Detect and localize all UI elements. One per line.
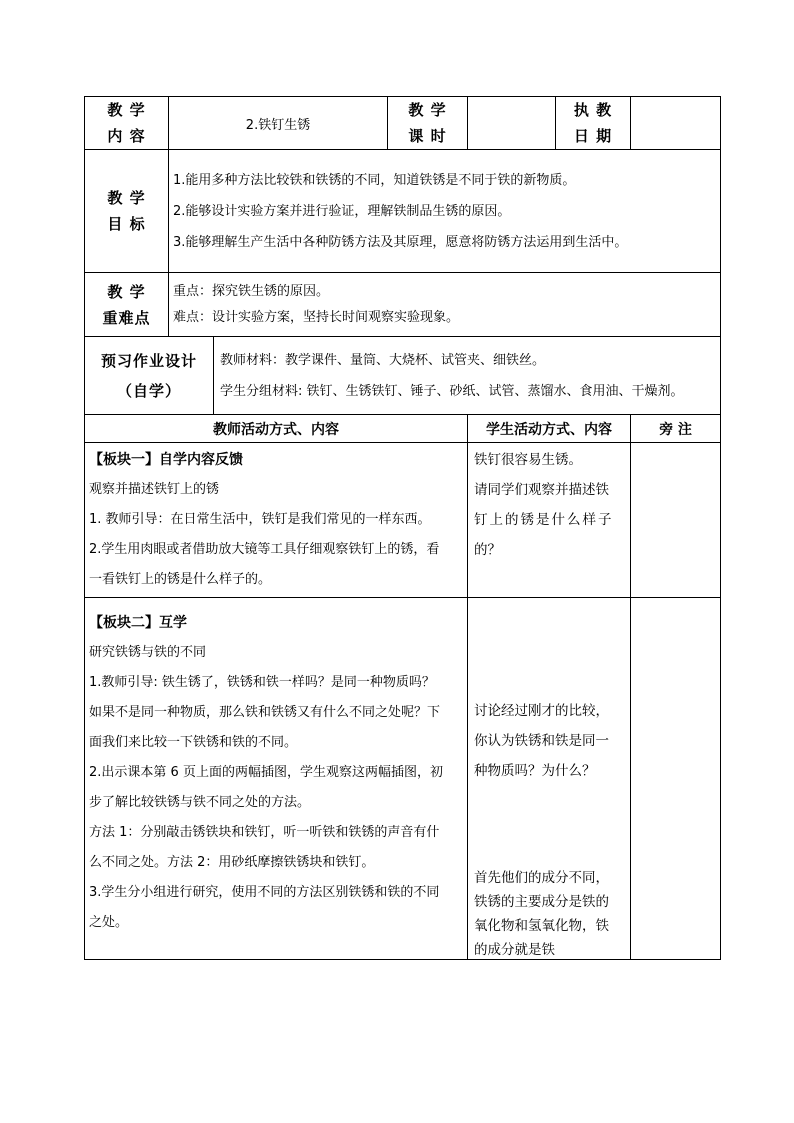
block2-line: 之处。 (89, 915, 129, 930)
date-value (631, 97, 721, 150)
preview-content (214, 337, 721, 415)
block1-title: 【板块一】自学内容反馈 (89, 452, 243, 468)
goals-row (85, 150, 721, 273)
hours-value (468, 97, 556, 150)
block1-line: 1. 教师引导：在日常生活中，铁钉是我们常见的一样东西。 (89, 512, 431, 527)
key-points-content (169, 273, 721, 337)
goals-content (169, 150, 721, 273)
block2-line: 2.出示课本第 6 页上面的两幅插图，学生观察这两幅插图，初 (89, 765, 443, 780)
activity-header-row (85, 415, 721, 443)
block2-teacher (85, 598, 468, 960)
block1-line: 观察并描述铁钉上的锈 (89, 482, 220, 497)
content-label: 教 学 内 容 (85, 97, 169, 150)
block2-student-answer: 首先他们的成分不同， 铁锈的主要成分是铁的 氧化物和氢氧化物，铁 的成分就是铁 (474, 870, 609, 958)
note-column-header: 旁 注 (631, 415, 721, 443)
hours-label: 教 学 课 时 (388, 97, 468, 150)
preview-item: 教师材料：教学课件、量筒、大烧杯、试管夹、细铁丝。 (220, 352, 546, 368)
key-points-label: 教 学 重难点 (85, 273, 169, 337)
header-row (85, 97, 721, 150)
content-value: 2.铁钉生锈 (169, 97, 388, 150)
preview-label: 预习作业设计 （自学） (85, 337, 214, 415)
block1-row (85, 443, 721, 598)
lesson-plan-page (84, 96, 720, 960)
block2-line: 如果不是同一种物质，那么铁和铁锈又有什么不同之处呢？下 (89, 705, 441, 720)
block2-line: 么不同之处。方法 2：用砂纸摩擦铁锈块和铁钉。 (89, 855, 375, 870)
block1-student: 铁钉很容易生锈。 请同学们观察并描述铁 钉上的锈是什么样子 的？ (468, 443, 631, 598)
key-point-item: 难点：设计实验方案，坚持长时间观察实验现象。 (173, 309, 460, 325)
block2-note (631, 598, 721, 960)
preview-item: 学生分组材料: 铁钉、生锈铁钉、锤子、砂纸、试管、蒸馏水、食用油、干燥剂。 (220, 383, 684, 399)
lesson-plan-table (84, 96, 721, 960)
goal-item: 1.能用多种方法比较铁和铁锈的不同，知道铁锈是不同于铁的新物质。 (173, 172, 576, 188)
block2-line: 面我们来比较一下铁锈和铁的不同。 (89, 735, 298, 750)
block2-title: 【板块二】互学 (89, 615, 187, 631)
block2-student (468, 598, 631, 960)
block1-line: 一看铁钉上的锈是什么样子的。 (89, 572, 272, 587)
block1-teacher (85, 443, 468, 598)
goal-item: 3.能够理解生产生活中各种防锈方法及其原理，愿意将防锈方法运用到生活中。 (173, 234, 628, 250)
block2-line: 1.教师引导: 铁生锈了，铁锈和铁一样吗？是同一种物质吗？ (89, 675, 435, 690)
teacher-column-header: 教师活动方式、内容 (85, 415, 468, 443)
block2-line: 研究铁锈与铁的不同 (89, 645, 207, 660)
key-points-row (85, 273, 721, 337)
key-point-item: 重点：探究铁生锈的原因。 (173, 283, 330, 299)
date-label: 执 教 日 期 (556, 97, 631, 150)
block1-note (631, 443, 721, 598)
block2-line: 3.学生分小组进行研究，使用不同的方法区别铁锈和铁的不同 (89, 885, 440, 900)
block2-line: 步了解比较铁锈与铁不同之处的方法。 (89, 795, 311, 810)
block2-student-question: 讨论经过刚才的比较， 你认为铁锈和铁是同一 种物质吗？为什么？ (474, 703, 609, 779)
student-column-header: 学生活动方式、内容 (468, 415, 631, 443)
preview-row (85, 337, 721, 415)
block2-line: 方法 1：分别敲击锈铁块和铁钉，听一听铁和铁锈的声音有什 (89, 825, 440, 840)
block2-row (85, 598, 721, 960)
block1-line: 2.学生用肉眼或者借助放大镜等工具仔细观察铁钉上的锈，看 (89, 542, 440, 557)
goal-item: 2.能够设计实验方案并进行验证，理解铁制品生锈的原因。 (173, 203, 511, 219)
goals-label: 教 学 目 标 (85, 150, 169, 273)
